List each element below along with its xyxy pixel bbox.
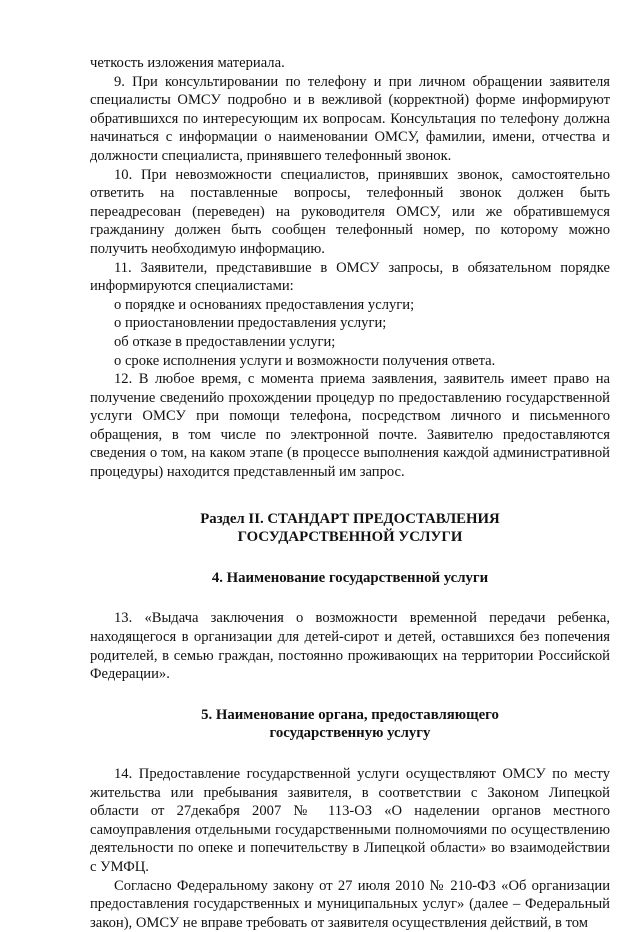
section-title-line-2: ГОСУДАРСТВЕННОЙ УСЛУГИ [237,529,463,546]
paragraph-11: 11. Заявители, представившие в ОМСУ запросы, в обязательном порядке информируются специалистами: [90,259,610,295]
section-title-line-1: Раздел II. СТАНДАРТ ПРЕДОСТАВЛЕНИЯ [200,510,500,527]
list-item: об отказе в предоставлении услуги; [114,333,336,350]
paragraph-12: 12. В любое время, с момента приема заявления, заявитель имеет право на получение сведенийо прохождении процедур по предоставлению государственной услуги ОМСУ при помощи телефона, посредством личного и письменного обращения, в том числе по электронной почте. Заявителю предоставляются сведения о том, на каком этапе (в процессе выполнения каждой административной процедуры) находится представленный им запрос. [90,371,610,481]
paragraph-10: 10. При невозможности специалистов, принявших звонок, самостоятельно ответить на поставленные вопросы, телефонный звонок должен быть переадресован (переведен) на руководителя ОМСУ, или же обратившемуся гражданину должен быть сообщен телефонный номер, по которому можно получить необходимую информацию. [90,166,610,257]
heading-5-line-1: 5. Наименование органа, предоставляющего [201,706,499,723]
paragraph-intro: четкость изложения материала. [90,55,285,71]
inform-list [90,296,610,370]
paragraph-9: 9. При консультировании по телефону и при личном обращении заявителя специалисты ОМСУ подробно и в вежливой (корректной) форме информируют обратившихся по интересующим их вопросам. Консультация по телефону должна начинаться с информации о наименовании ОМСУ, фамилии, имени, отчества и должности специалиста, принявшего телефонный звонок. [90,73,610,164]
paragraph-14: 14. Предоставление государственной услуги осуществляют ОМСУ по месту жительства или пребывания заявителя, в соответствии с Законом Липецкой области от 27декабря 2007 № 113-ОЗ «О наделении органов местного самоуправления отдельными государственными полномочиями по осуществлению деятельности по опеке и попечительству в Липецкой области» во взаимодействии с УМФЦ. [90,766,610,875]
heading-4: 4. Наименование государственной услуги [211,569,489,586]
paragraph-13: 13. «Выдача заключения о возможности временной передачи ребенка, находящегося в организации для детей-сирот и детей, оставшихся без попечения родителей, в семью граждан, постоянно проживающих на территории Российской Федерации». [90,610,610,683]
list-item: о порядке и основаниях предоставления услуги; [114,296,415,313]
paragraph-federal-law: Согласно Федеральному закону от 27 июля 2010 № 210-ФЗ «Об организации предоставления государственных и муниципальных услуг» (далее – Федеральный закон), ОМСУ не вправе требовать от заявителя осуществления действий, в том [90,877,610,931]
list-item: о сроке исполнения услуги и возможности получения ответа. [114,352,496,369]
heading-5-line-2: государственную услугу [269,725,431,742]
list-item: о приостановлении предоставления услуги; [114,315,387,332]
